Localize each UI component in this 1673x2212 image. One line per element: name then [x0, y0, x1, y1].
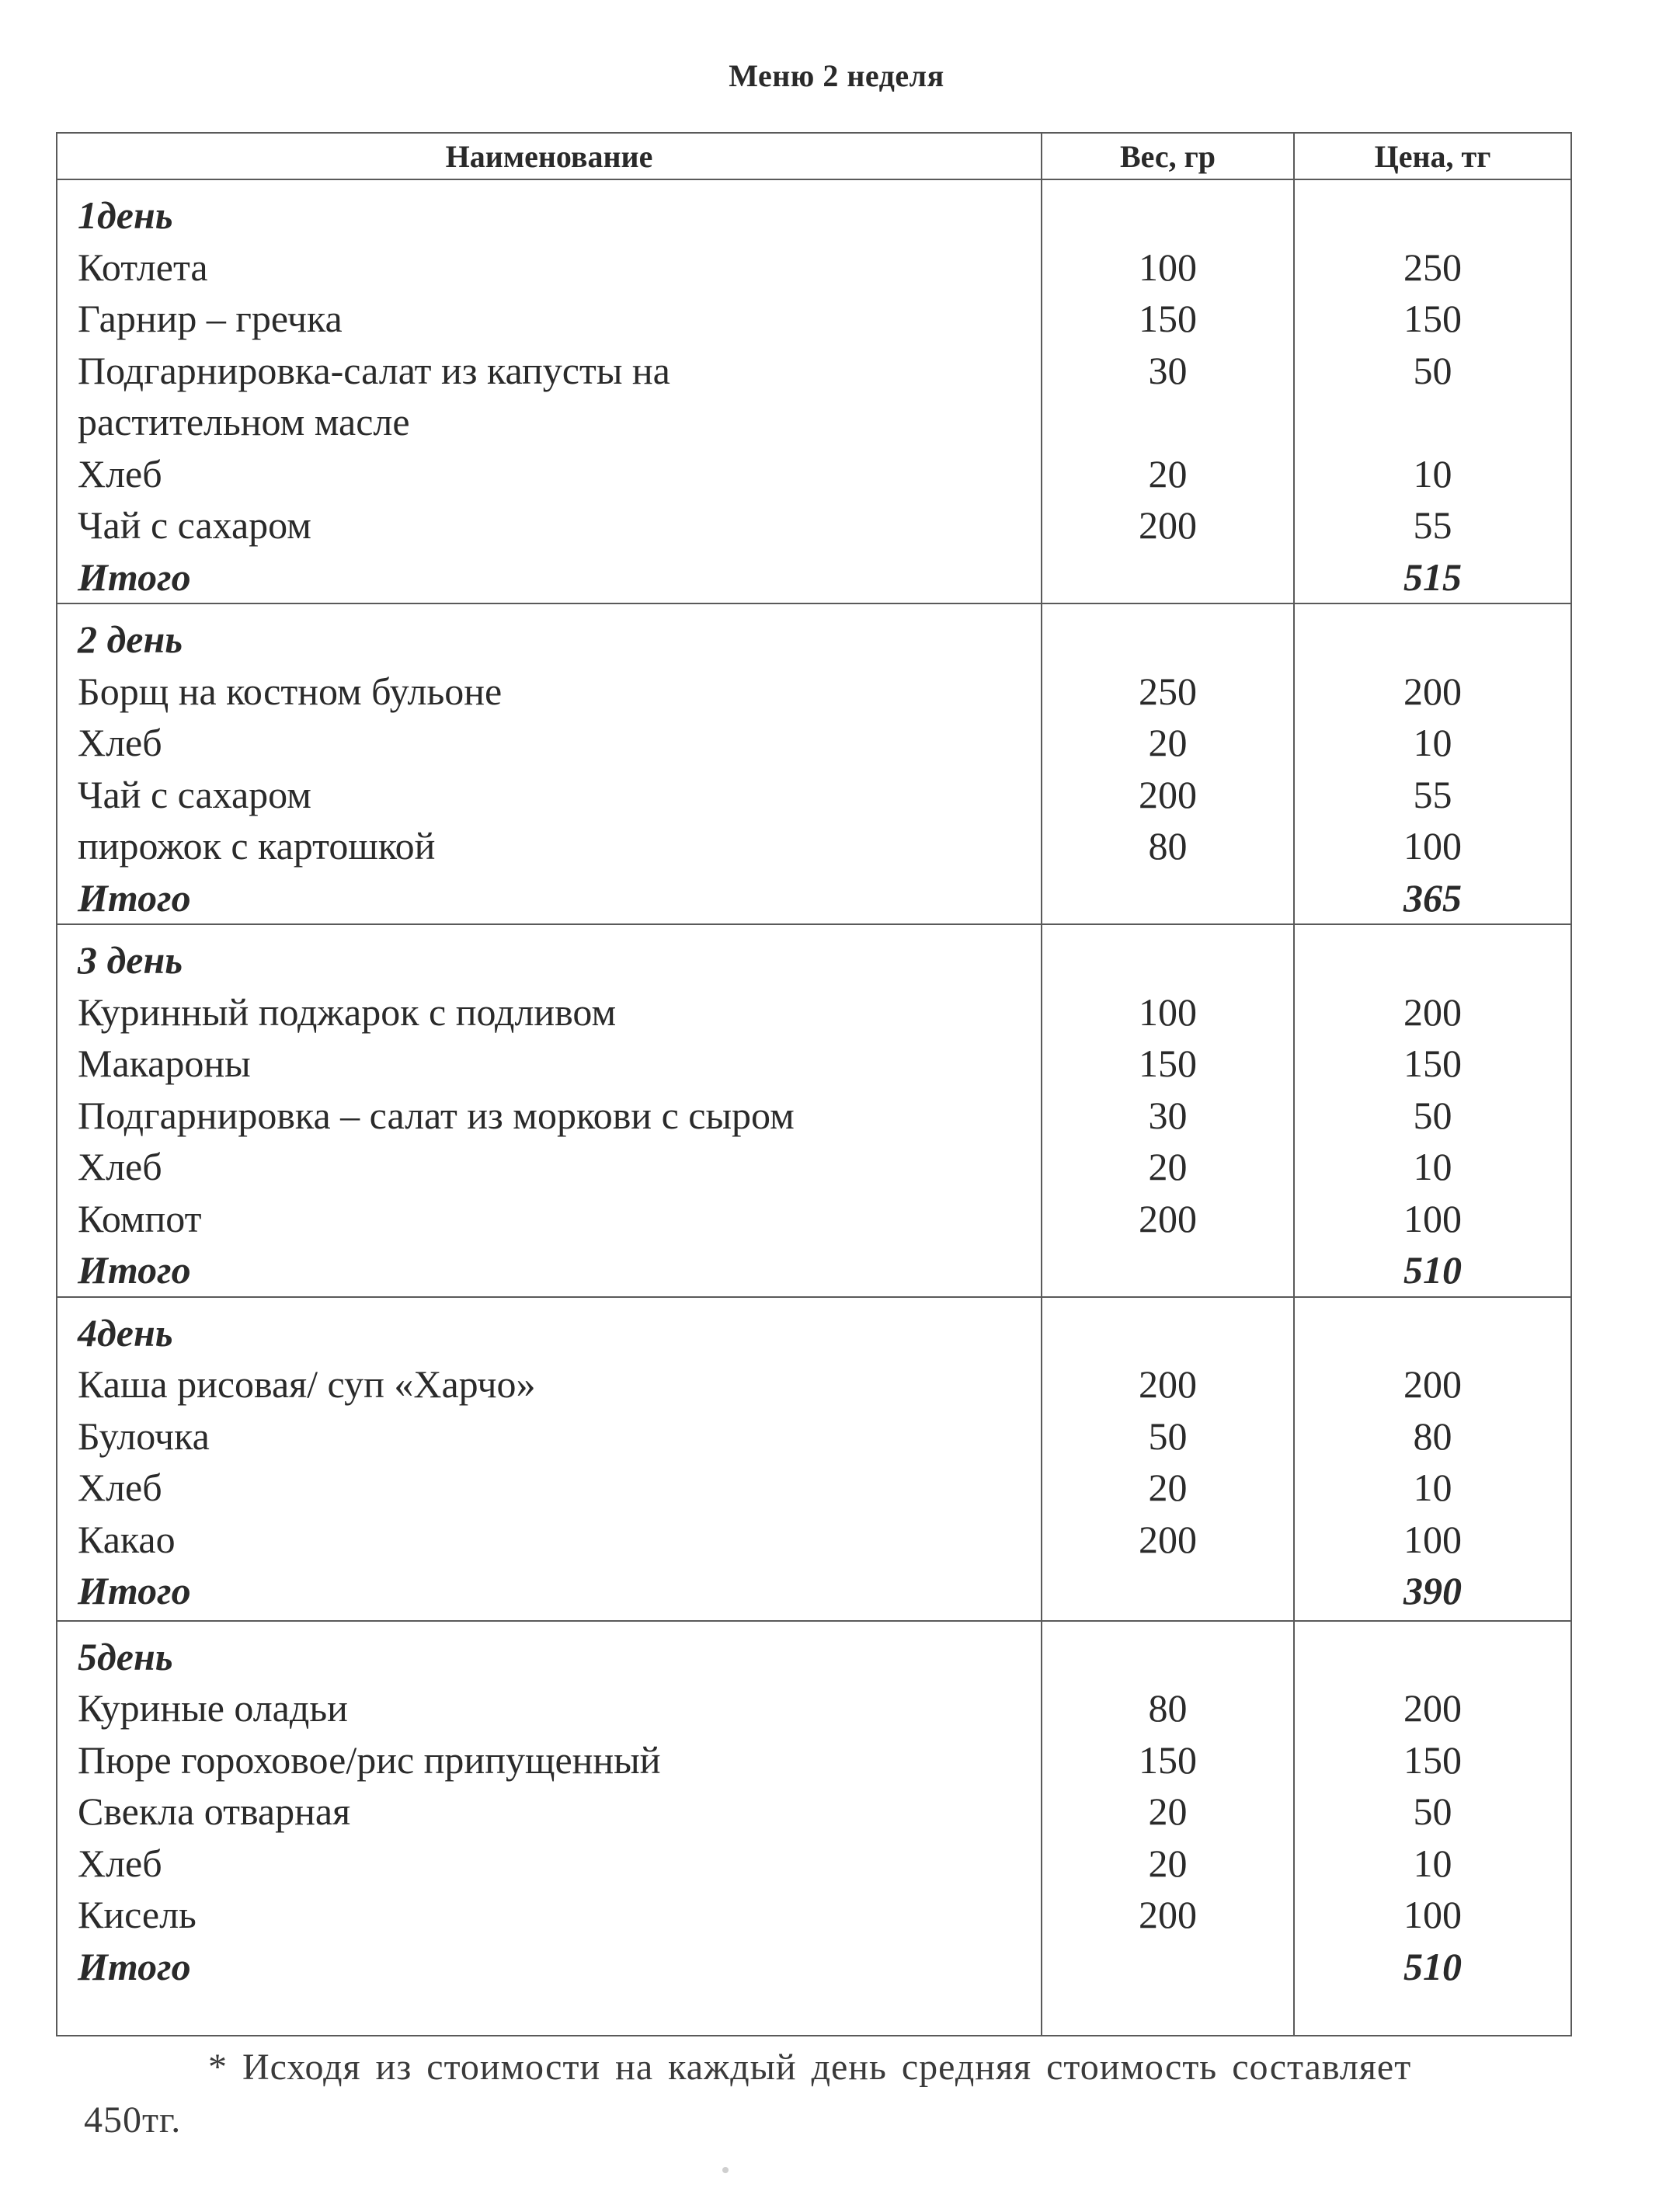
dish-price: 50 [1413, 348, 1452, 392]
dish-price [1295, 396, 1570, 448]
dish-weight: 20 [1148, 721, 1188, 764]
dish-name: Куринный поджарок с подливом [78, 989, 617, 1034]
dish-name: Хлеб [78, 1466, 162, 1509]
day-5-weights [1042, 1621, 1294, 2036]
dish-name: растительном масле [78, 400, 410, 443]
dish-weight: 20 [1148, 1145, 1188, 1188]
day-4-prices [1294, 1297, 1571, 1621]
day-1-names [57, 179, 1042, 603]
dish-price: 50 [1413, 1789, 1452, 1833]
day-1-prices [1294, 179, 1571, 603]
dish-weight: 200 [1139, 1893, 1197, 1936]
day-4-names [57, 1297, 1042, 1621]
dish-name: Кисель [78, 1893, 197, 1936]
day-5-label: 5день [78, 1634, 173, 1678]
day-block-2 [57, 603, 1571, 924]
dish-price: 10 [1413, 721, 1452, 764]
dish-weight: 250 [1139, 669, 1197, 713]
day-2-names [57, 603, 1042, 924]
dish-weight: 200 [1139, 503, 1197, 547]
dish-name: Хлеб [78, 451, 162, 496]
day-block-4 [57, 1297, 1571, 1621]
scan-speck [722, 2167, 729, 2173]
dish-price: 200 [1403, 1362, 1462, 1406]
dish-name: Борщ на костном бульоне [78, 669, 503, 713]
day-3-total-label: Итого [78, 1248, 191, 1292]
dish-name: Чай с сахаром [78, 772, 311, 816]
dish-price: 10 [1413, 1145, 1452, 1188]
dish-name: Пюре гороховое/рис припущенный [78, 1737, 661, 1782]
day-4-weights [1042, 1297, 1294, 1621]
dish-name: пирожок с картошкой [78, 824, 436, 868]
dish-weight: 200 [1139, 1517, 1197, 1561]
table-header-row [57, 133, 1571, 179]
dish-price: 200 [1403, 1686, 1462, 1730]
day-5-names [57, 1621, 1042, 2036]
day-3-weights [1042, 924, 1294, 1297]
day-block-5 [57, 1621, 1571, 2036]
dish-price: 100 [1403, 1196, 1462, 1240]
dish-price: 150 [1403, 1737, 1462, 1782]
dish-name: Чай с сахаром [78, 503, 311, 547]
dish-weight [1042, 396, 1293, 448]
dish-price: 100 [1403, 1893, 1462, 1936]
day-4-label: 4день [78, 1310, 173, 1355]
dish-weight: 150 [1139, 297, 1197, 340]
dish-weight: 100 [1139, 989, 1197, 1034]
dish-weight: 20 [1148, 451, 1188, 496]
day-1-total: 515 [1403, 555, 1462, 599]
header-name: Наименование [57, 133, 1042, 179]
header-weight: Вес, гр [1042, 133, 1294, 179]
dish-weight: 20 [1148, 1789, 1188, 1833]
dish-name: Свекла отварная [78, 1789, 351, 1833]
day-3-names [57, 924, 1042, 1297]
day-block-3 [57, 924, 1571, 1297]
dish-weight: 200 [1139, 772, 1197, 816]
dish-name: Макароны [78, 1042, 251, 1085]
dish-name: Какао [78, 1517, 176, 1561]
dish-weight: 30 [1148, 1093, 1188, 1137]
day-5-prices [1294, 1621, 1571, 2036]
dish-weight: 50 [1148, 1414, 1188, 1458]
day-4-total: 390 [1403, 1569, 1462, 1612]
day-2-prices [1294, 603, 1571, 924]
dish-price: 80 [1413, 1414, 1452, 1458]
day-1-total-label: Итого [78, 555, 191, 599]
dish-name: Котлета [78, 245, 208, 289]
dish-price: 10 [1413, 451, 1452, 496]
day-1-weights [1042, 179, 1294, 603]
dish-weight: 80 [1148, 824, 1188, 868]
day-2-total: 365 [1403, 875, 1462, 920]
page-title: Меню 2 неделя [729, 58, 944, 93]
menu-table [56, 132, 1572, 2036]
dish-price: 10 [1413, 1466, 1452, 1509]
dish-price: 200 [1403, 669, 1462, 713]
day-3-total: 510 [1403, 1248, 1462, 1292]
day-5-total-label: Итого [78, 1944, 191, 1988]
dish-weight: 200 [1139, 1362, 1197, 1406]
dish-name: Хлеб [78, 1841, 162, 1885]
dish-price: 150 [1403, 297, 1462, 340]
dish-name: Хлеб [78, 1145, 162, 1188]
day-2-label: 2 день [78, 617, 183, 661]
dish-weight: 150 [1139, 1042, 1197, 1085]
dish-price: 10 [1413, 1841, 1452, 1885]
dish-price: 100 [1403, 1517, 1462, 1561]
day-5-total: 510 [1403, 1944, 1462, 1988]
dish-name: Компот [78, 1196, 202, 1240]
dish-name: Куриные оладьи [78, 1686, 348, 1730]
day-2-weights [1042, 603, 1294, 924]
dish-price: 50 [1413, 1093, 1452, 1137]
dish-name: Подгарнировка – салат из моркови с сыром [78, 1093, 795, 1137]
dish-price: 250 [1403, 245, 1462, 289]
day-3-label: 3 день [78, 938, 183, 982]
footnote [84, 2041, 1598, 2147]
dish-price: 55 [1413, 503, 1452, 547]
dish-weight: 200 [1139, 1196, 1197, 1240]
dish-weight: 20 [1148, 1841, 1188, 1885]
dish-weight: 150 [1139, 1737, 1197, 1782]
footnote-line-1: * Исходя из стоимости на каждый день средняя стоимость составляет [208, 2047, 1412, 2088]
dish-name: Хлеб [78, 721, 162, 764]
day-3-prices [1294, 924, 1571, 1297]
header-price: Цена, тг [1294, 133, 1571, 179]
dish-weight: 100 [1139, 245, 1197, 289]
dish-name: Гарнир – гречка [78, 297, 343, 340]
dish-name: Подгарнировка-салат из капусты на [78, 348, 670, 392]
day-2-total-label: Итого [78, 875, 191, 920]
day-1-label: 1день [78, 193, 173, 237]
dish-weight: 30 [1148, 348, 1188, 392]
dish-price: 55 [1413, 772, 1452, 816]
dish-price: 200 [1403, 989, 1462, 1034]
dish-price: 150 [1403, 1042, 1462, 1085]
dish-weight: 20 [1148, 1466, 1188, 1509]
dish-name: Каша рисовая/ суп «Харчо» [78, 1362, 536, 1406]
footnote-line-2: 450тг. [84, 2099, 182, 2141]
dish-name: Булочка [78, 1414, 210, 1458]
day-block-1 [57, 179, 1571, 603]
day-4-total-label: Итого [78, 1569, 191, 1612]
dish-weight: 80 [1148, 1686, 1188, 1730]
dish-price: 100 [1403, 824, 1462, 868]
